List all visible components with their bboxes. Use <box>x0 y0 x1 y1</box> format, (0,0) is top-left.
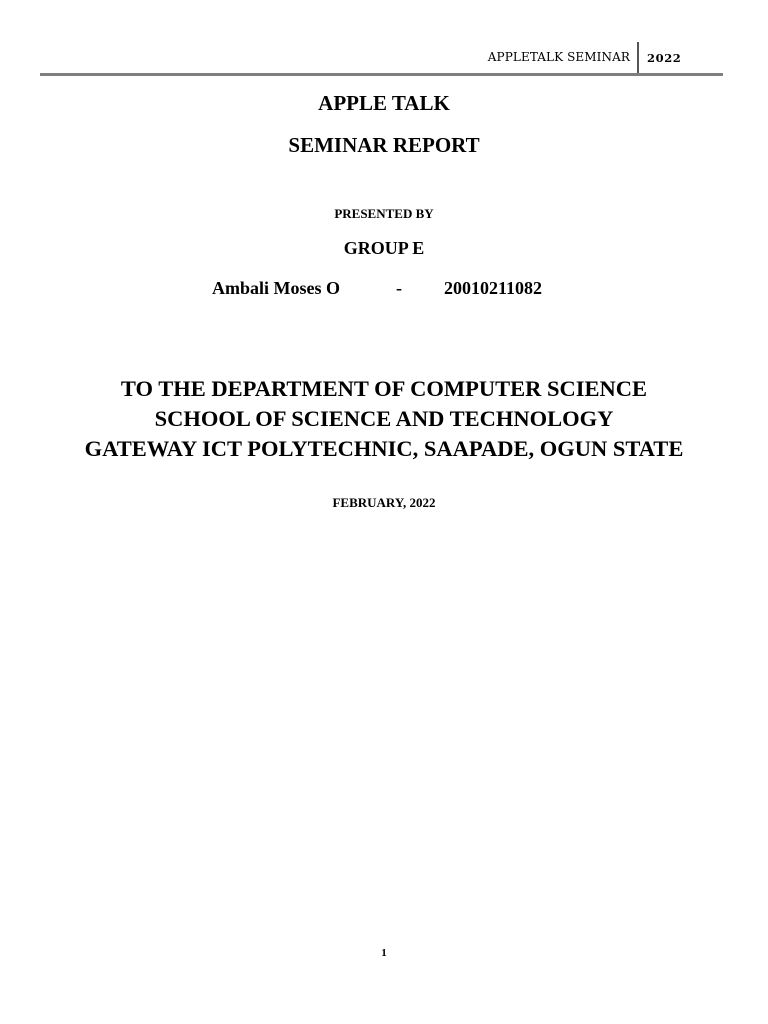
header-divider <box>637 42 639 74</box>
member-matric-number: 20010211082 <box>444 278 543 298</box>
report-title: APPLE TALK <box>318 91 450 115</box>
report-subtitle: SEMINAR REPORT <box>288 133 480 157</box>
page-number: 1 <box>381 947 387 959</box>
header-title: APPLETALK SEMINAR <box>487 50 630 64</box>
report-date: FEBRUARY, 2022 <box>332 495 436 510</box>
running-header <box>40 42 723 74</box>
presented-by-label: PRESENTED BY <box>334 206 434 221</box>
school-line: SCHOOL OF SCIENCE AND TECHNOLOGY <box>154 406 614 431</box>
member-row <box>0 278 768 302</box>
institution-line: GATEWAY ICT POLYTECHNIC, SAAPADE, OGUN STATE <box>84 436 684 461</box>
header-rule <box>40 73 723 76</box>
header-year: 2022 <box>647 51 682 65</box>
member-name: Ambali Moses O <box>212 278 340 298</box>
group-name: GROUP E <box>343 238 425 258</box>
member-separator: - <box>396 278 402 298</box>
department-line: TO THE DEPARTMENT OF COMPUTER SCIENCE <box>120 376 648 401</box>
